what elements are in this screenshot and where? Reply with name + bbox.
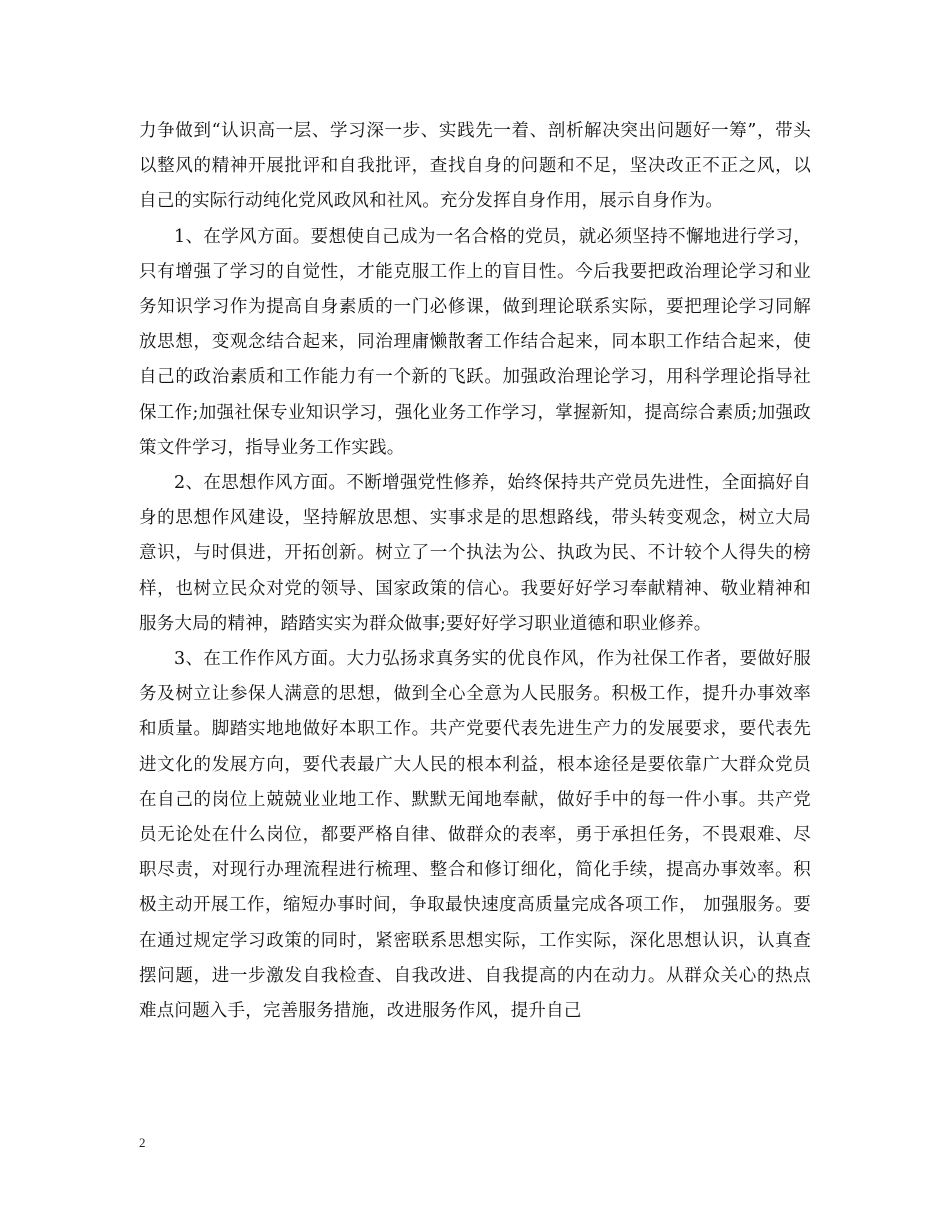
paragraph-study-style: 1、在学风方面。要想使自己成为一名合格的党员，就必须坚持不懈地进行学习，只有增强了学习的自觉性，才能克服工作上的盲目性。今后我要把政治理论学习和业务知识学习作为提高自身素质的一门必修课，做到理论联系实际，要把理论学习同解放思想，变观念结合起来，同治理庸懒散奢工作结合起来，同本职工作结合起来，使自己的政治素质和工作能力有一个新的飞跃。加强政治理论学习，用科学理论指导社保工作;加强社保专业知识学习，强化业务工作学习，掌握新知，提高综合素质;加强政策文件学习，指导业务工作实践。 [139, 226, 811, 458]
paragraph-thinking-style: 2、在思想作风方面。不断增强党性修养，始终保持共产党员先进性，全面搞好自身的思想作风建设，坚持解放思想、实事求是的思想路线，带头转变观念，树立大局意识，与时俱进，开拓创新。树立了一个执法为公、执政为民、不计较个人得失的榜样，也树立民众对党的领导、国家政策的信心。我要好好学习奉献精神、敬业精神和服务大局的精神，踏踏实实为群众做事;要好好学习职业道德和职业修养。 [139, 473, 811, 634]
paragraph-work-style: 3、在工作作风方面。大力弘扬求真务实的优良作风，作为社保工作者，要做好服务及树立让参保人满意的思想，做到全心全意为人民服务。积极工作，提升办事效率和质量。脚踏实地地做好本职工作。共产党要代表先进生产力的发展要求，要代表先进文化的发展方向，要代表最广大人民的根本利益，根本途径是要依靠广大群众党员在自己的岗位上兢兢业业地工作、默默无闻地奉献，做好手中的每一件小事。共产党员无论处在什么岗位，都要严格自律、做群众的表率，勇于承担任务，不畏艰难、尽职尽责，对现行办理流程进行梳理、整合和修订细化，简化手续，提高办事效率。积极主动开展工作，缩短办事时间，争取最快速度高质量完成各项工作， 加强服务。要在通过规定学习政策的同时，紧密联系思想实际，工作实际，深化思想认识，认真查摆问题，进一步激发自我检查、自我改进、自我提高的内在动力。从群众关心的热点难点问题入手，完善服务措施，改进服务作风，提升自己 [139, 649, 811, 1022]
paragraph-intro-continuation: 力争做到“认识高一层、学习深一步、实践先一着、剖析解决突出问题好一筹”，带头以整风的精神开展批评和自我批评，查找自身的问题和不足，坚决改正不正之风，以自己的实际行动纯化党风政风和社风。充分发挥自身作用，展示自身作为。 [139, 121, 811, 212]
document-body [139, 114, 811, 1029]
page-number: 2 [139, 1135, 146, 1150]
